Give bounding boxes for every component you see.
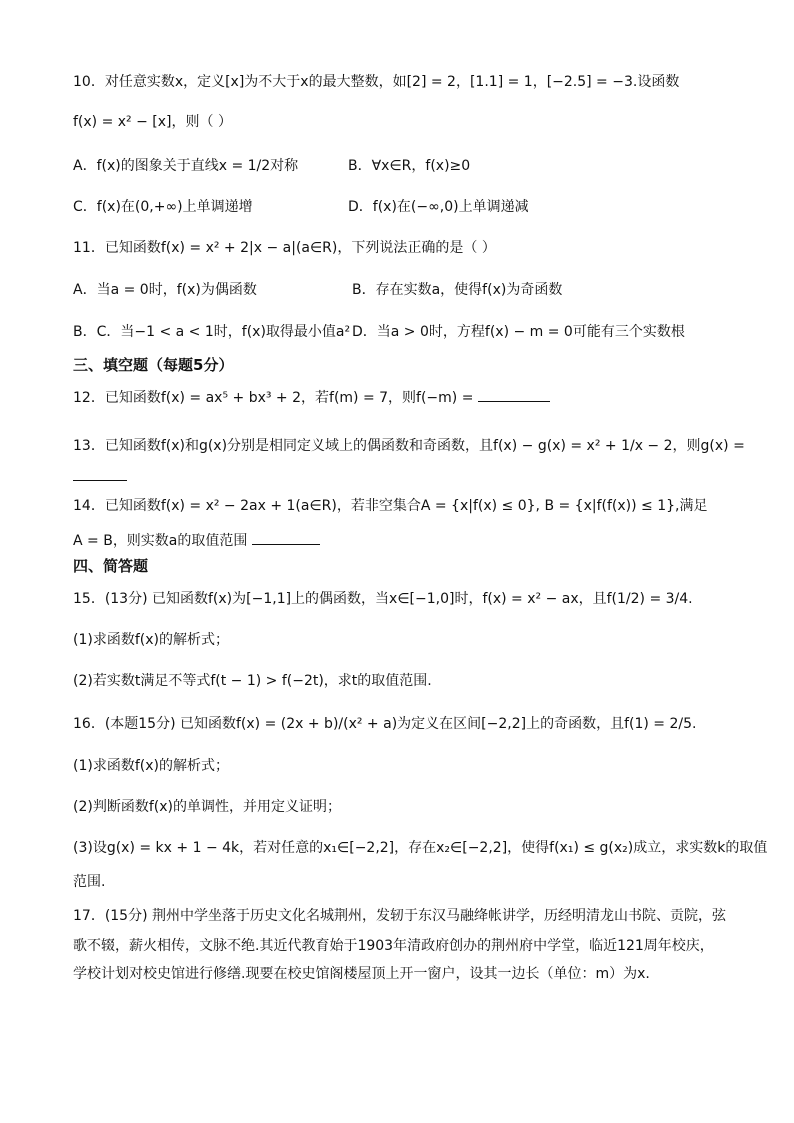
q16-part3-line1: (3)设g(x) = kx + 1 − 4k，若对任意的x₁∈[−2,2]，存在x₂∈[−2,2]，使得f(x₁) ≤ g(x₂)成立，求实数k的取值 bbox=[73, 840, 768, 856]
q10-line2: f(x) = x² − [x]，则（ ） bbox=[73, 114, 232, 130]
q13-line2 bbox=[73, 466, 127, 487]
q16-part2: (2)判断函数f(x)的单调性，并用定义证明； bbox=[73, 799, 341, 815]
q10-option-d: D．f(x)在(−∞,0)上单调递减 bbox=[348, 199, 529, 215]
q10-line1: 10．对任意实数x，定义[x]为不大于x的最大整数，如[2] = 2，[1.1] = 1，[−2.5] = −3.设函数 bbox=[73, 74, 680, 90]
q17-line3: 学校计划对校史馆进行修缮.现要在校史馆阁楼屋顶上开一窗户，设其一边长（单位：m）为x. bbox=[73, 966, 650, 982]
q13-answer-blank bbox=[73, 466, 127, 481]
q11-option-d: D．当a > 0时，方程f(x) − m = 0可能有三个实数根 bbox=[352, 324, 685, 340]
q10-option-b: B．∀x∈R，f(x)≥0 bbox=[348, 158, 471, 174]
q16-stem: 16．(本题15分) 已知函数f(x) = (2x + b)/(x² + a)为定义在区间[−2,2]上的奇函数，且f(1) = 2/5. bbox=[73, 716, 697, 732]
q12-answer-blank bbox=[478, 387, 550, 402]
q14-text: A = B，则实数a的取值范围 bbox=[73, 533, 248, 549]
q14-answer-blank bbox=[252, 530, 320, 545]
q16-part1: (1)求函数f(x)的解析式； bbox=[73, 758, 229, 774]
q14-line2 bbox=[73, 530, 320, 551]
q10-option-a: A．f(x)的图象关于直线x = 1/2对称 bbox=[73, 158, 299, 174]
section-4-heading: 四、简答题 bbox=[73, 557, 149, 575]
q12-stem bbox=[73, 387, 550, 408]
q15-stem: 15．(13分) 已知函数f(x)为[−1,1]上的偶函数，当x∈[−1,0]时，f(x) = x² − ax，且f(1/2) = 3/4. bbox=[73, 591, 693, 607]
q11-option-b: B．存在实数a，使得f(x)为奇函数 bbox=[352, 282, 563, 298]
section-3-heading: 三、填空题（每题5分） bbox=[73, 356, 234, 374]
q17-line2: 歌不辍，薪火相传，文脉不绝.其近代教育始于1903年清政府创办的荆州府中学堂，临近121周年校庆， bbox=[73, 938, 714, 954]
q11-option-a: A．当a = 0时，f(x)为偶函数 bbox=[73, 282, 257, 298]
q16-part3-line2: 范围. bbox=[73, 874, 106, 890]
q11-option-c: B．C．当−1 < a < 1时，f(x)取得最小值a² bbox=[73, 324, 351, 340]
q14-line1: 14．已知函数f(x) = x² − 2ax + 1(a∈R)，若非空集合A = {x|f(x) ≤ 0}, B = {x|f(f(x)) ≤ 1},满足 bbox=[73, 498, 708, 514]
q12-text: 12．已知函数f(x) = ax⁵ + bx³ + 2，若f(m) = 7，则f(−m) = bbox=[73, 390, 474, 406]
q10-option-c: C．f(x)在(0,+∞)上单调递增 bbox=[73, 199, 253, 215]
q11-stem: 11．已知函数f(x) = x² + 2|x − a|(a∈R)，下列说法正确的是（ ） bbox=[73, 240, 496, 256]
q15-part2: (2)若实数t满足不等式f(t − 1) > f(−2t)，求t的取值范围. bbox=[73, 673, 432, 689]
q15-part1: (1)求函数f(x)的解析式； bbox=[73, 632, 229, 648]
q13-line1: 13．已知函数f(x)和g(x)分别是相同定义域上的偶函数和奇函数，且f(x) − g(x) = x² + 1/x − 2，则g(x) = bbox=[73, 438, 745, 454]
q17-line1: 17．(15分) 荆州中学坐落于历史文化名城荆州，发轫于东汉马融绛帐讲学，历经明清龙山书院、贡院，弦 bbox=[73, 908, 727, 924]
